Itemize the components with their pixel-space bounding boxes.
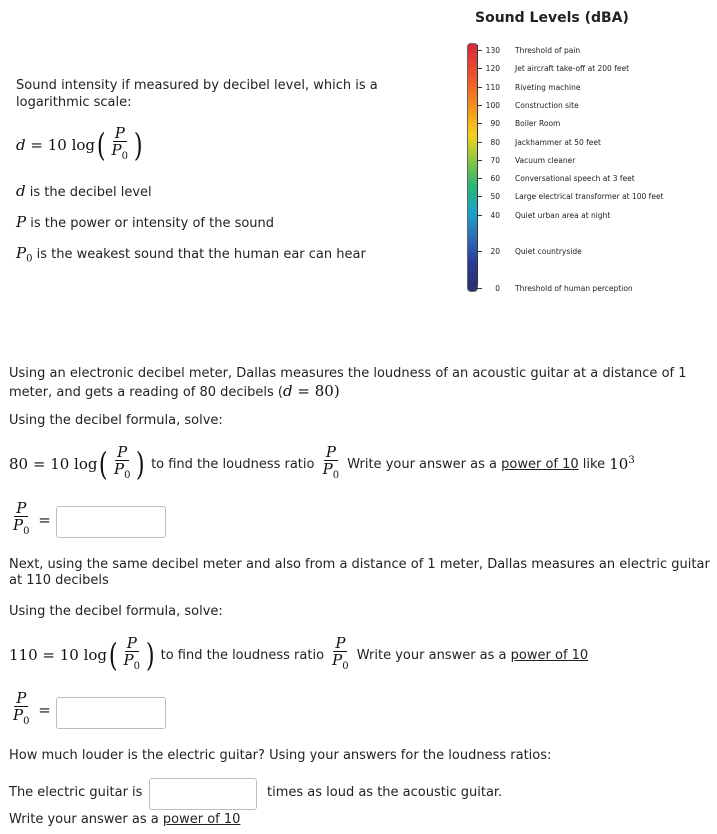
problem2-instruction: Using the decibel formula, solve: <box>9 604 223 619</box>
level-label: Threshold of pain <box>515 46 581 55</box>
chart-title: Sound Levels (dBA) <box>475 10 629 26</box>
comparison-suffix: times as loud as the acoustic guitar. <box>267 785 503 800</box>
definition-p: P is the power or intensity of the sound <box>16 213 275 231</box>
level-label: Threshold of human perception <box>515 283 633 293</box>
formula-fraction <box>110 125 130 165</box>
level-label: Conversational speech at 3 feet <box>515 174 635 184</box>
level-value: 60 <box>490 174 500 184</box>
ratio2-label: $\frac{P}{P_0}$ = <box>13 689 51 727</box>
level-label: Construction site <box>515 100 579 110</box>
level-label: Riveting machine <box>515 82 581 92</box>
problem1-equation: 80 = 10 log ( $\frac{P}{P_0}$ ) to find the loudness ratio $\frac{P}{P_0}$ Write your answer as a power of 10 like $10^3$ <box>9 443 635 483</box>
problem2-line-1: Next, using the same decibel meter and also from a distance of 1 meter, Dallas measures an electric guitar <box>9 557 710 572</box>
level-value: 40 <box>490 210 500 220</box>
formula-d: d <box>16 136 26 154</box>
power-of-10-link-3[interactable]: power of 10 <box>162 812 241 827</box>
level-value: 90 <box>490 119 500 129</box>
times-louder-input[interactable] <box>149 778 257 810</box>
level-label: Jackhammer at 50 feet <box>515 137 601 147</box>
level-value: 80 <box>490 137 500 147</box>
problem1-line-2: meter, and gets a reading of 80 decibels (d = 80) <box>9 382 340 400</box>
intro-line-1: Sound intensity if measured by decibel level, which is a <box>16 78 378 93</box>
problem1-line-1: Using an electronic decibel meter, Dallas measures the loudness of an acoustic guitar at a distance of 1 <box>9 366 687 381</box>
power-of-10-link-2[interactable]: power of 10 <box>510 647 589 663</box>
level-label: Jet aircraft take-off at 200 feet <box>515 64 630 74</box>
level-value: 0 <box>495 283 500 293</box>
level-label: Quiet urban area at night <box>515 210 611 220</box>
fraction-numerator: P <box>114 124 125 142</box>
comparison-question: How much louder is the electric guitar? Using your answers for the loudness ratios: <box>9 748 552 763</box>
level-value: 120 <box>485 64 500 74</box>
level-value: 130 <box>485 46 500 55</box>
level-value: 50 <box>490 192 500 202</box>
problem2-line-2: at 110 decibels <box>9 573 109 588</box>
problem1-instruction: Using the decibel formula, solve: <box>9 413 223 428</box>
ratio1-input[interactable] <box>56 506 166 538</box>
level-value: 110 <box>485 82 500 92</box>
level-value: 100 <box>485 100 500 110</box>
level-value: 20 <box>490 247 500 257</box>
definition-d: d is the decibel level <box>16 182 152 200</box>
decibel-formula: d = 10 log ( $\frac{P}{P_0}$ ) <box>16 124 143 164</box>
sound-levels-chart <box>462 38 662 298</box>
level-label: Quiet countryside <box>515 247 582 257</box>
power-of-10-link-1[interactable]: power of 10 <box>501 456 579 472</box>
formula-coef: = 10 log <box>30 136 96 154</box>
comparison-hint: Write your answer as a power of 10 <box>9 812 241 827</box>
level-label: Boiler Room <box>515 119 561 129</box>
level-label: Large electrical transformer at 100 feet <box>515 192 664 202</box>
definition-p0: $P_0$ is the weakest sound that the human ear can hear <box>16 244 366 265</box>
problem2-equation: 110 = 10 log ( $\frac{P}{P_0}$ ) to find the loudness ratio $\frac{P}{P_0}$ Write your answer as a power of 10 <box>9 634 589 674</box>
fraction-denominator: $P_0$ <box>111 141 128 162</box>
ratio1-label: $\frac{P}{P_0}$ = <box>13 499 51 537</box>
intro-line-2: logarithmic scale: <box>16 95 132 110</box>
comparison-prefix: The electric guitar is <box>9 785 143 800</box>
ratio2-input[interactable] <box>56 697 166 729</box>
level-value: 70 <box>490 155 500 165</box>
level-label: Vacuum cleaner <box>515 155 576 165</box>
